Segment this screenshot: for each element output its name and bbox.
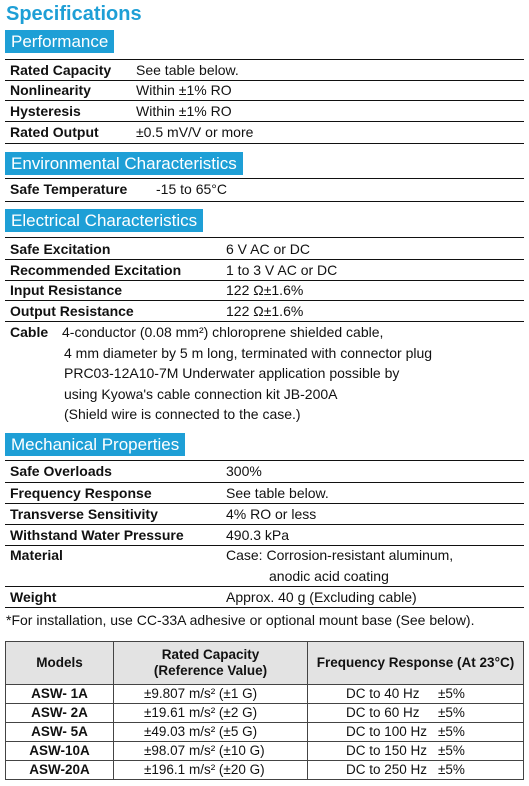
spec-label: Rated Output <box>10 124 99 140</box>
spec-value: 490.3 kPa <box>226 527 290 543</box>
spec-label: Hysteresis <box>10 103 81 119</box>
spec-label: Cable <box>10 324 49 340</box>
freq-range: DC to 60 Hz <box>346 705 420 720</box>
spec-value: ±0.5 mV/V or more <box>136 124 254 140</box>
frequency-cell <box>308 742 524 761</box>
frequency-cell <box>308 723 524 742</box>
spec-value: 6 V AC or DC <box>226 241 311 257</box>
header-capacity-line2: (Reference Value) <box>153 663 268 678</box>
spec-label: Input Resistance <box>10 282 123 298</box>
spec-label: Withstand Water Pressure <box>10 527 184 543</box>
spec-label: Safe Overloads <box>10 463 112 479</box>
spec-label: Nonlinearity <box>10 82 91 98</box>
cable-line: PRC03-12A10-7M Underwater application possible by <box>64 365 400 381</box>
model-cell: ASW-10A <box>6 742 114 761</box>
performance-heading: Performance <box>5 30 114 53</box>
section-rule <box>5 143 524 144</box>
header-models: Models <box>6 642 114 685</box>
table-header-row <box>6 642 524 685</box>
freq-tolerance: ±5% <box>438 762 465 777</box>
section-rule <box>5 237 524 238</box>
models-table <box>5 641 524 780</box>
cable-line: 4 mm diameter by 5 m long, terminated with connector plug <box>64 345 433 361</box>
freq-range: DC to 40 Hz <box>346 686 420 701</box>
capacity-cell: ±98.07 m/s² (±10 G) <box>114 742 308 761</box>
freq-range: DC to 150 Hz <box>346 743 428 758</box>
section-rule <box>5 201 524 202</box>
freq-tolerance: ±5% <box>438 705 465 720</box>
section-rule <box>5 607 524 608</box>
material-continuation: anodic acid coating <box>269 568 389 584</box>
cable-line: 4-conductor (0.08 mm²) chloroprene shielded cable, <box>62 324 384 340</box>
spec-value: 300% <box>226 463 262 479</box>
capacity-cell: ±9.807 m/s² (±1 G) <box>114 685 308 704</box>
table-row <box>6 761 524 780</box>
environmental-heading: Environmental Characteristics <box>5 152 243 175</box>
capacity-cell: ±196.1 m/s² (±20 G) <box>114 761 308 780</box>
spec-value: -15 to 65°C <box>156 181 227 197</box>
spec-label: Recommended Excitation <box>10 262 182 278</box>
spec-label: Safe Temperature <box>10 181 128 197</box>
table-row <box>6 742 524 761</box>
spec-label: Frequency Response <box>10 485 152 501</box>
page-title: Specifications <box>6 3 142 25</box>
frequency-cell <box>308 685 524 704</box>
capacity-cell: ±49.03 m/s² (±5 G) <box>114 723 308 742</box>
spec-value: See table below. <box>226 485 329 501</box>
row-rule <box>5 100 524 101</box>
cable-line: using Kyowa's cable connection kit JB-200A <box>64 386 338 402</box>
table-row <box>6 723 524 742</box>
spec-value: See table below. <box>136 62 239 78</box>
frequency-cell <box>308 704 524 723</box>
model-cell: ASW- 2A <box>6 704 114 723</box>
model-cell: ASW- 5A <box>6 723 114 742</box>
frequency-cell <box>308 761 524 780</box>
cable-line: (Shield wire is connected to the case.) <box>64 406 301 422</box>
header-rated-capacity <box>114 642 308 685</box>
spec-label: Transverse Sensitivity <box>10 506 158 522</box>
installation-note: *For installation, use CC-33A adhesive or optional mount base (See below). <box>6 612 475 628</box>
capacity-cell: ±19.61 m/s² (±2 G) <box>114 704 308 723</box>
header-frequency-response: Frequency Response (At 23°C) <box>308 642 524 685</box>
spec-value: Within ±1% RO <box>136 82 232 98</box>
spec-value: 122 Ω±1.6% <box>226 303 304 319</box>
spec-label: Output Resistance <box>10 303 134 319</box>
electrical-heading: Electrical Characteristics <box>5 209 203 232</box>
freq-range: DC to 100 Hz <box>346 724 428 739</box>
freq-tolerance: ±5% <box>438 724 465 739</box>
spec-value: Within ±1% RO <box>136 103 232 119</box>
freq-range: DC to 250 Hz <box>346 762 428 777</box>
mechanical-heading: Mechanical Properties <box>5 433 185 456</box>
freq-tolerance: ±5% <box>438 686 465 701</box>
spec-value: 122 Ω±1.6% <box>226 282 304 298</box>
spec-label: Weight <box>10 589 57 605</box>
model-cell: ASW- 1A <box>6 685 114 704</box>
spec-label: Material <box>10 547 63 563</box>
spec-value: Case: Corrosion-resistant aluminum, <box>226 547 454 563</box>
model-cell: ASW-20A <box>6 761 114 780</box>
freq-tolerance: ±5% <box>438 743 465 758</box>
spec-value: Approx. 40 g (Excluding cable) <box>226 589 417 605</box>
table-row <box>6 685 524 704</box>
table-row <box>6 704 524 723</box>
spec-value: 1 to 3 V AC or DC <box>226 262 338 278</box>
spec-label: Safe Excitation <box>10 241 111 257</box>
spec-label: Rated Capacity <box>10 62 112 78</box>
header-capacity-line1: Rated Capacity <box>161 647 260 662</box>
spec-value: 4% RO or less <box>226 506 317 522</box>
